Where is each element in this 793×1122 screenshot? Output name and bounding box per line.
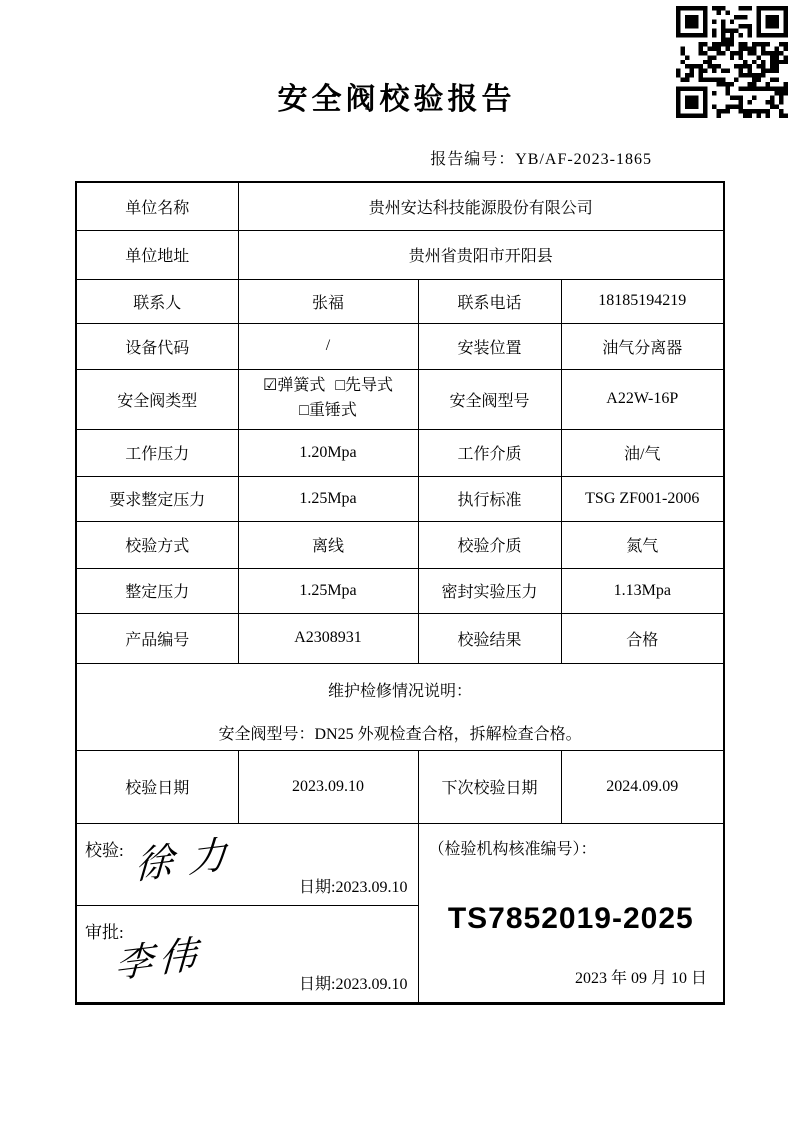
report-number-label: 报告编号： xyxy=(430,151,516,168)
table-row xyxy=(76,521,724,568)
approver-date-value: 2023.09.10 xyxy=(335,975,408,993)
device-code-label: 设备代码 xyxy=(76,323,238,369)
working-medium-label: 工作介质 xyxy=(418,429,561,476)
table-row xyxy=(76,279,724,323)
table-row xyxy=(76,429,724,476)
table-row xyxy=(76,476,724,521)
valve-type-label: 安全阀类型 xyxy=(76,369,238,429)
checkbox-unchecked-icon: □ xyxy=(335,377,345,395)
table-row xyxy=(76,750,724,823)
phone-value: 18185194219 xyxy=(561,279,724,323)
standard-label: 执行标准 xyxy=(418,476,561,521)
verifier-sign-cell xyxy=(76,823,418,905)
next-calibration-date-label: 下次校验日期 xyxy=(418,750,561,823)
table-row xyxy=(76,823,724,905)
calibration-date-value: 2023.09.10 xyxy=(238,750,418,823)
verifier-signature: 徐力 xyxy=(134,831,244,888)
valve-type-option-pilot xyxy=(335,377,393,394)
product-no-value: A2308931 xyxy=(238,613,418,663)
agency-date: 2023 年 09 月 10 日 xyxy=(575,969,708,987)
calibration-method-value: 离线 xyxy=(238,521,418,568)
table-row xyxy=(76,182,724,230)
phone-label: 联系电话 xyxy=(418,279,561,323)
verifier-date xyxy=(299,874,407,897)
seal-test-pressure-label: 密封实验压力 xyxy=(418,568,561,613)
table-row xyxy=(76,613,724,663)
approver-date xyxy=(299,971,407,994)
unit-name-value: 贵州安达科技能源股份有限公司 xyxy=(238,182,724,230)
checkbox-checked-icon: ☑ xyxy=(262,377,278,395)
next-calibration-date-value: 2024.09.09 xyxy=(561,750,724,823)
required-set-pressure-value: 1.25Mpa xyxy=(238,476,418,521)
checkbox-unchecked-icon: □ xyxy=(299,402,309,419)
unit-address-value: 贵州省贵阳市开阳县 xyxy=(238,230,724,279)
table-row xyxy=(76,323,724,369)
approver-date-label: 日期: xyxy=(299,975,336,993)
unit-name-label: 单位名称 xyxy=(76,182,238,230)
table-row xyxy=(76,230,724,279)
verifier-date-label: 日期: xyxy=(299,878,336,896)
product-no-label: 产品编号 xyxy=(76,613,238,663)
working-pressure-label: 工作压力 xyxy=(76,429,238,476)
approver-label: 审批: xyxy=(85,922,124,942)
set-pressure-label: 整定压力 xyxy=(76,568,238,613)
verifier-date-value: 2023.09.10 xyxy=(335,878,408,896)
working-medium-value: 油/气 xyxy=(561,429,724,476)
calibration-medium-value: 氮气 xyxy=(561,521,724,568)
install-location-label: 安装位置 xyxy=(418,323,561,369)
report-number-value: YB/AF-2023-1865 xyxy=(515,151,652,168)
valve-model-label: 安全阀型号 xyxy=(418,369,561,429)
set-pressure-value: 1.25Mpa xyxy=(238,568,418,613)
agency-approval-number: TS7852019-2025 xyxy=(447,901,694,935)
install-location-value: 油气分离器 xyxy=(561,323,724,369)
verifier-label: 校验: xyxy=(85,840,124,860)
result-label: 校验结果 xyxy=(418,613,561,663)
table-row xyxy=(76,568,724,613)
device-code-value: / xyxy=(238,323,418,369)
maintenance-note-heading: 维护检修情况说明： xyxy=(328,682,473,700)
valve-type-option-weight-label: 重锤式 xyxy=(308,402,357,419)
approver-sign-cell xyxy=(76,905,418,1003)
seal-test-pressure-value: 1.13Mpa xyxy=(561,568,724,613)
report-number xyxy=(0,146,652,169)
valve-type-option-weight xyxy=(299,402,357,419)
page-title: 安全阀校验报告 xyxy=(277,83,516,116)
unit-address-label: 单位地址 xyxy=(76,230,238,279)
calibration-date-label: 校验日期 xyxy=(76,750,238,823)
calibration-medium-label: 校验介质 xyxy=(418,521,561,568)
valve-type-option-spring xyxy=(263,377,325,394)
valve-type-value xyxy=(238,369,418,429)
table-row xyxy=(76,369,724,429)
valve-type-option-spring-label: 弹簧式 xyxy=(277,377,326,395)
calibration-method-label: 校验方式 xyxy=(76,521,238,568)
required-set-pressure-label: 要求整定压力 xyxy=(76,476,238,521)
info-table xyxy=(75,181,725,1005)
valve-model-value: A22W-16P xyxy=(561,369,724,429)
maintenance-note-cell xyxy=(76,663,724,750)
valve-type-option-pilot-label: 先导式 xyxy=(345,377,394,395)
standard-value: TSG ZF001-2006 xyxy=(561,476,724,521)
agency-approval-label: （检验机构核准编号）： xyxy=(428,840,597,858)
result-value: 合格 xyxy=(561,613,724,663)
contact-value: 张福 xyxy=(238,279,418,323)
contact-label: 联系人 xyxy=(76,279,238,323)
working-pressure-value: 1.20Mpa xyxy=(238,429,418,476)
table-row xyxy=(76,663,724,750)
agency-cell xyxy=(418,823,724,1003)
approver-signature: 李伟 xyxy=(113,932,204,987)
maintenance-note-text: 安全阀型号：DN25 外观检查合格，拆解检查合格。 xyxy=(218,725,582,743)
